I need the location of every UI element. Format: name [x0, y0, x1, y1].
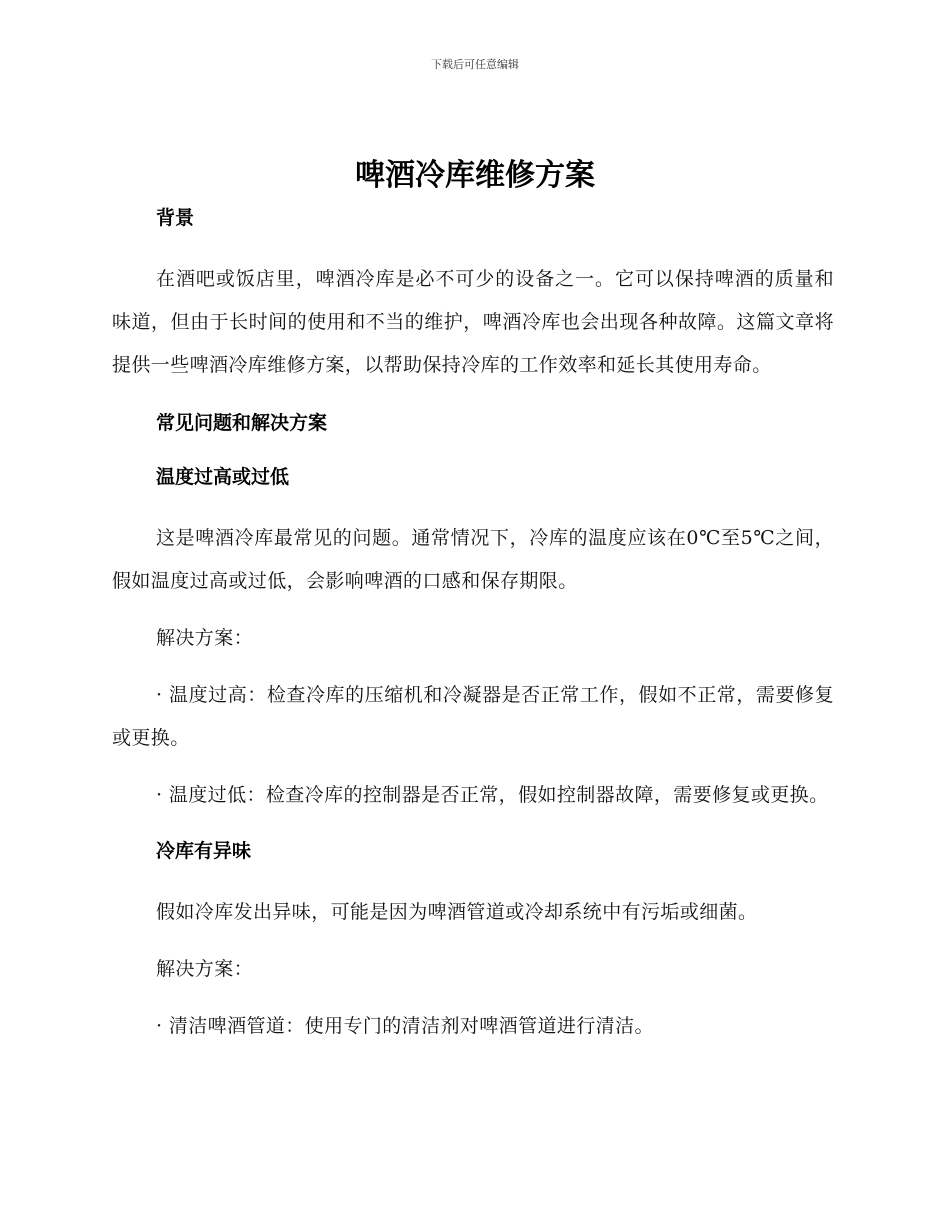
- odor-paragraph: 假如冷库发出异味，可能是因为啤酒管道或冷却系统中有污垢或细菌。: [156, 901, 758, 923]
- background-heading: 背景: [156, 207, 195, 229]
- solution-label: 解决方案：: [156, 958, 254, 980]
- temperature-heading: 温度过高或过低: [156, 466, 290, 488]
- solution-label: 解决方案：: [156, 627, 254, 649]
- temp-low-item: · 温度过低：检查冷库的控制器是否正常，假如控制器故障，需要修复或更换。: [156, 784, 829, 806]
- document-title: 啤酒冷库维修方案: [355, 158, 595, 193]
- document-body: [112, 204, 834, 1062]
- odor-heading: 冷库有异味: [156, 840, 252, 862]
- background-paragraph: 在酒吧或饭店里，啤酒冷库是必不可少的设备之一。它可以保持啤酒的质量和味道，但由于长时间的使用和不当的维护，啤酒冷库也会出现各种故障。这篇文章将提供一些啤酒冷库维修方案，以帮助保持冷库的工作效率和延长其使用寿命。: [112, 268, 834, 376]
- temperature-paragraph: 这是啤酒冷库最常见的问题。通常情况下，冷库的温度应该在0℃至5℃之间，假如温度过高或过低，会影响啤酒的口感和保存期限。: [112, 527, 834, 592]
- clean-pipes-item: · 清洁啤酒管道：使用专门的清洁剂对啤酒管道进行清洁。: [156, 1015, 654, 1037]
- header-note: 下载后可任意编辑: [431, 58, 519, 71]
- temp-high-item: · 温度过高：检查冷库的压缩机和冷凝器是否正常工作，假如不正常，需要修复或更换。: [112, 684, 834, 749]
- common-problems-heading: 常见问题和解决方案: [156, 412, 328, 434]
